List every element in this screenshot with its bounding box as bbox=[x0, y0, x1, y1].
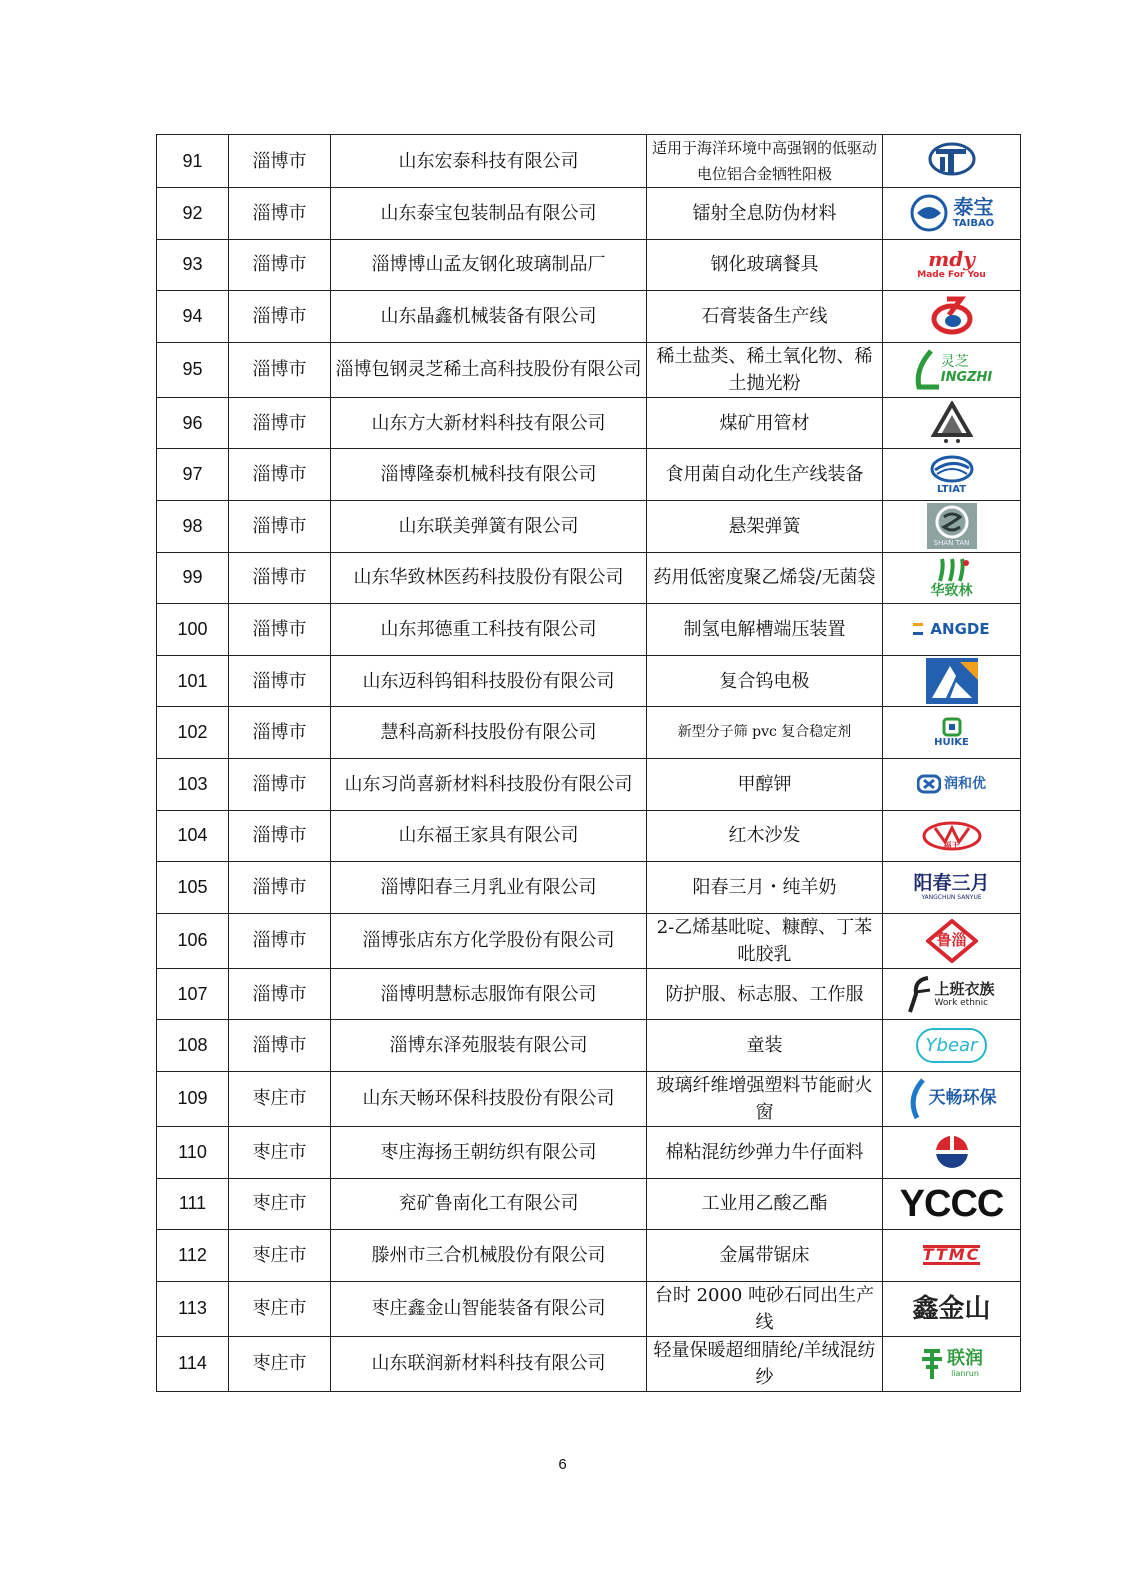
product-cell: 金属带锯床 bbox=[647, 1230, 883, 1282]
table-row bbox=[157, 449, 1021, 501]
haiyang-logo-icon bbox=[887, 1129, 1016, 1175]
company-cell: 山东迈科钨钼科技股份有限公司 bbox=[331, 655, 647, 707]
company-cell: 枣庄海扬王朝纺织有限公司 bbox=[331, 1126, 647, 1178]
company-cell: 山东习尚喜新材料科技股份有限公司 bbox=[331, 758, 647, 810]
product-cell: 煤矿用管材 bbox=[647, 397, 883, 449]
city-cell: 淄博市 bbox=[229, 604, 331, 656]
logo-text: 灵芝 bbox=[940, 354, 969, 371]
logo-subtext: INGZHI bbox=[940, 370, 993, 386]
table-row bbox=[157, 1230, 1021, 1282]
product-cell: 悬架弹簧 bbox=[647, 500, 883, 552]
logo-cell bbox=[883, 342, 1021, 397]
city-cell: 枣庄市 bbox=[229, 1336, 331, 1391]
logo-cell bbox=[883, 1020, 1021, 1072]
company-cell: 淄博阳春三月乳业有限公司 bbox=[331, 862, 647, 914]
city-cell: 枣庄市 bbox=[229, 1126, 331, 1178]
company-cell: 山东晶鑫机械装备有限公司 bbox=[331, 291, 647, 343]
logo-text: 华致林 bbox=[930, 582, 973, 599]
company-cell: 慧科高新科技股份有限公司 bbox=[331, 707, 647, 759]
logo-text: 润和优 bbox=[944, 775, 986, 792]
row-number: 101 bbox=[157, 655, 229, 707]
logo-subtext: YANGCHUN SANYUE bbox=[921, 894, 982, 902]
logo-text: LTIAT bbox=[936, 483, 967, 495]
logo-text: 鲁淄 bbox=[936, 930, 967, 949]
logo-cell bbox=[883, 188, 1021, 240]
row-number: 96 bbox=[157, 397, 229, 449]
yangchun-logo-icon bbox=[887, 864, 1016, 910]
logo-cell bbox=[883, 862, 1021, 914]
logo-text: YCCC bbox=[899, 1182, 1004, 1225]
city-cell: 淄博市 bbox=[229, 862, 331, 914]
table-row bbox=[157, 810, 1021, 862]
logo-text: 天畅环保 bbox=[928, 1088, 997, 1109]
table-row bbox=[157, 342, 1021, 397]
row-number: 102 bbox=[157, 707, 229, 759]
product-cell: 钢化玻璃餐具 bbox=[647, 239, 883, 291]
ltiat-logo-icon bbox=[887, 452, 1016, 498]
row-number: 103 bbox=[157, 758, 229, 810]
row-number: 100 bbox=[157, 604, 229, 656]
product-cell: 石膏装备生产线 bbox=[647, 291, 883, 343]
logo-cell bbox=[883, 397, 1021, 449]
product-cell: 镭射全息防伪材料 bbox=[647, 188, 883, 240]
table-row bbox=[157, 1178, 1021, 1230]
product-cell: 轻量保暖超细腈纶/羊绒混纺纱 bbox=[647, 1336, 883, 1391]
product-cell: 2-乙烯基吡啶、糠醇、丁苯吡胶乳 bbox=[647, 913, 883, 968]
city-cell: 淄博市 bbox=[229, 188, 331, 240]
row-number: 97 bbox=[157, 449, 229, 501]
product-cell: 药用低密度聚乙烯袋/无菌袋 bbox=[647, 552, 883, 604]
row-number: 113 bbox=[157, 1281, 229, 1336]
mdy-logo-icon bbox=[887, 242, 1016, 288]
row-number: 108 bbox=[157, 1020, 229, 1072]
company-cell: 滕州市三合机械股份有限公司 bbox=[331, 1230, 647, 1282]
page-number: 6 bbox=[558, 1456, 567, 1473]
table-row bbox=[157, 707, 1021, 759]
logo-subtext: lianrun bbox=[951, 1368, 979, 1378]
product-cell: 防护服、标志服、工作服 bbox=[647, 968, 883, 1020]
product-cell: 食用菌自动化生产线装备 bbox=[647, 449, 883, 501]
row-number: 98 bbox=[157, 500, 229, 552]
city-cell: 淄博市 bbox=[229, 552, 331, 604]
logo-text: ANGDE bbox=[930, 619, 990, 638]
logo-cell bbox=[883, 1126, 1021, 1178]
city-cell: 淄博市 bbox=[229, 1020, 331, 1072]
logo-cell bbox=[883, 1230, 1021, 1282]
company-cell: 淄博隆泰机械科技有限公司 bbox=[331, 449, 647, 501]
row-number: 91 bbox=[157, 135, 229, 188]
table-row bbox=[157, 239, 1021, 291]
city-cell: 枣庄市 bbox=[229, 1281, 331, 1336]
fuwang-logo-icon bbox=[887, 813, 1016, 859]
runheyou-logo-icon bbox=[887, 761, 1016, 807]
table-row bbox=[157, 397, 1021, 449]
company-cell: 淄博包钢灵芝稀土高科技股份有限公司 bbox=[331, 342, 647, 397]
city-cell: 枣庄市 bbox=[229, 1178, 331, 1230]
row-number: 111 bbox=[157, 1178, 229, 1230]
logo-text: SHAN TAN bbox=[933, 538, 970, 547]
huazhilin-logo-icon bbox=[887, 555, 1016, 601]
row-number: 99 bbox=[157, 552, 229, 604]
enterprise-list-table bbox=[156, 134, 1021, 1392]
city-cell: 枣庄市 bbox=[229, 1230, 331, 1282]
city-cell: 淄博市 bbox=[229, 655, 331, 707]
row-number: 106 bbox=[157, 913, 229, 968]
lianrun-logo-icon bbox=[887, 1341, 1016, 1387]
product-cell: 红木沙发 bbox=[647, 810, 883, 862]
city-cell: 淄博市 bbox=[229, 449, 331, 501]
company-cell: 山东联美弹簧有限公司 bbox=[331, 500, 647, 552]
company-cell: 山东泰宝包装制品有限公司 bbox=[331, 188, 647, 240]
logo-cell bbox=[883, 1178, 1021, 1230]
ybear-logo-icon bbox=[887, 1023, 1016, 1069]
table-row bbox=[157, 604, 1021, 656]
logo-subtext: Made For You bbox=[917, 269, 986, 280]
logo-cell bbox=[883, 655, 1021, 707]
city-cell: 淄博市 bbox=[229, 135, 331, 188]
company-cell: 淄博张店东方化学股份有限公司 bbox=[331, 913, 647, 968]
company-cell: 枣庄鑫金山智能装备有限公司 bbox=[331, 1281, 647, 1336]
city-cell: 淄博市 bbox=[229, 707, 331, 759]
row-number: 105 bbox=[157, 862, 229, 914]
logo-cell bbox=[883, 707, 1021, 759]
logo-cell bbox=[883, 810, 1021, 862]
company-cell: 淄博东泽苑服装有限公司 bbox=[331, 1020, 647, 1072]
city-cell: 枣庄市 bbox=[229, 1071, 331, 1126]
table-row bbox=[157, 500, 1021, 552]
company-cell: 山东方大新材料科技有限公司 bbox=[331, 397, 647, 449]
product-cell: 适用于海洋环境中高强钢的低驱动电位铝合金牺牲阳极 bbox=[647, 135, 883, 188]
product-cell: 阳春三月・纯羊奶 bbox=[647, 862, 883, 914]
table-row bbox=[157, 1336, 1021, 1391]
tianchang-logo-icon bbox=[887, 1076, 1016, 1122]
company-cell: 山东邦德重工科技有限公司 bbox=[331, 604, 647, 656]
product-cell: 制氢电解槽端压装置 bbox=[647, 604, 883, 656]
product-cell: 台时 2000 吨砂石同出生产线 bbox=[647, 1281, 883, 1336]
row-number: 93 bbox=[157, 239, 229, 291]
table-row bbox=[157, 1071, 1021, 1126]
row-number: 109 bbox=[157, 1071, 229, 1126]
product-cell: 甲醇钾 bbox=[647, 758, 883, 810]
company-cell: 山东华致林医药科技股份有限公司 bbox=[331, 552, 647, 604]
city-cell: 淄博市 bbox=[229, 397, 331, 449]
product-cell: 复合钨电极 bbox=[647, 655, 883, 707]
logo-text: 联润 bbox=[947, 1347, 983, 1369]
row-number: 104 bbox=[157, 810, 229, 862]
row-number: 114 bbox=[157, 1336, 229, 1391]
logo-cell bbox=[883, 239, 1021, 291]
logo-text: HUIKE bbox=[934, 736, 969, 748]
logo-text: 鑫金山 bbox=[912, 1293, 991, 1324]
table-row bbox=[157, 1281, 1021, 1336]
angde-logo-icon bbox=[887, 606, 1016, 652]
city-cell: 淄博市 bbox=[229, 758, 331, 810]
logo-subtext: TAIBAO bbox=[952, 218, 995, 230]
logo-text: 阳春三月 bbox=[913, 872, 990, 895]
logo-cell bbox=[883, 968, 1021, 1020]
city-cell: 淄博市 bbox=[229, 342, 331, 397]
shangban-logo-icon bbox=[887, 971, 1016, 1017]
city-cell: 淄博市 bbox=[229, 239, 331, 291]
logo-text: TTMC bbox=[922, 1245, 981, 1265]
product-cell: 棉粘混纺纱弹力牛仔面料 bbox=[647, 1126, 883, 1178]
row-number: 92 bbox=[157, 188, 229, 240]
logo-cell bbox=[883, 552, 1021, 604]
hongtai-logo-icon bbox=[887, 138, 1016, 184]
lingzhi-logo-icon bbox=[887, 347, 1016, 393]
table-row bbox=[157, 291, 1021, 343]
ttmc-logo-icon bbox=[887, 1232, 1016, 1278]
huike-logo-icon bbox=[887, 710, 1016, 756]
city-cell: 淄博市 bbox=[229, 913, 331, 968]
logo-text: 泰宝 bbox=[953, 195, 994, 220]
table-row bbox=[157, 758, 1021, 810]
table-row bbox=[157, 862, 1021, 914]
logo-cell bbox=[883, 500, 1021, 552]
yccc-logo-icon bbox=[887, 1181, 1016, 1227]
company-cell: 淄博明慧标志服饰有限公司 bbox=[331, 968, 647, 1020]
company-cell: 山东福王家具有限公司 bbox=[331, 810, 647, 862]
table-row bbox=[157, 552, 1021, 604]
product-cell: 玻璃纤维增强塑料节能耐火窗 bbox=[647, 1071, 883, 1126]
city-cell: 淄博市 bbox=[229, 291, 331, 343]
logo-cell bbox=[883, 758, 1021, 810]
city-cell: 淄博市 bbox=[229, 968, 331, 1020]
logo-cell bbox=[883, 449, 1021, 501]
city-cell: 淄博市 bbox=[229, 500, 331, 552]
company-cell: 山东联润新材料科技有限公司 bbox=[331, 1336, 647, 1391]
table-row bbox=[157, 968, 1021, 1020]
company-cell: 山东宏泰科技有限公司 bbox=[331, 135, 647, 188]
logo-cell bbox=[883, 1071, 1021, 1126]
logo-text: 上班衣族 bbox=[934, 979, 995, 998]
product-cell: 工业用乙酸乙酯 bbox=[647, 1178, 883, 1230]
jingxin-logo-icon bbox=[887, 293, 1016, 339]
logo-cell bbox=[883, 1336, 1021, 1391]
table-row bbox=[157, 135, 1021, 188]
logo-subtext: Work ethnic bbox=[934, 997, 989, 1008]
table-row bbox=[157, 655, 1021, 707]
xinjinshan-logo-icon bbox=[887, 1286, 1016, 1332]
logo-cell bbox=[883, 604, 1021, 656]
logo-text: Ybear bbox=[925, 1035, 978, 1057]
product-cell: 新型分子筛 pvc 复合稳定剂 bbox=[647, 707, 883, 759]
fangda-logo-icon bbox=[887, 400, 1016, 446]
row-number: 107 bbox=[157, 968, 229, 1020]
row-number: 110 bbox=[157, 1126, 229, 1178]
company-cell: 兖矿鲁南化工有限公司 bbox=[331, 1178, 647, 1230]
maike-logo-icon bbox=[887, 658, 1016, 704]
logo-text: mdy bbox=[928, 246, 975, 271]
table-row bbox=[157, 913, 1021, 968]
logo-text: 福王 bbox=[943, 840, 960, 850]
logo-cell bbox=[883, 291, 1021, 343]
product-cell: 童装 bbox=[647, 1020, 883, 1072]
luzi-logo-icon bbox=[887, 918, 1016, 964]
shantan-logo-icon bbox=[927, 503, 977, 549]
taibao-logo-icon bbox=[887, 190, 1016, 236]
company-cell: 淄博博山孟友钢化玻璃制品厂 bbox=[331, 239, 647, 291]
logo-cell bbox=[883, 135, 1021, 188]
table-row bbox=[157, 1126, 1021, 1178]
logo-cell bbox=[883, 913, 1021, 968]
product-cell: 稀土盐类、稀土氧化物、稀土抛光粉 bbox=[647, 342, 883, 397]
row-number: 95 bbox=[157, 342, 229, 397]
table-row bbox=[157, 1020, 1021, 1072]
logo-cell bbox=[883, 1281, 1021, 1336]
city-cell: 淄博市 bbox=[229, 810, 331, 862]
company-cell: 山东天畅环保科技股份有限公司 bbox=[331, 1071, 647, 1126]
row-number: 94 bbox=[157, 291, 229, 343]
table-row bbox=[157, 188, 1021, 240]
row-number: 112 bbox=[157, 1230, 229, 1282]
